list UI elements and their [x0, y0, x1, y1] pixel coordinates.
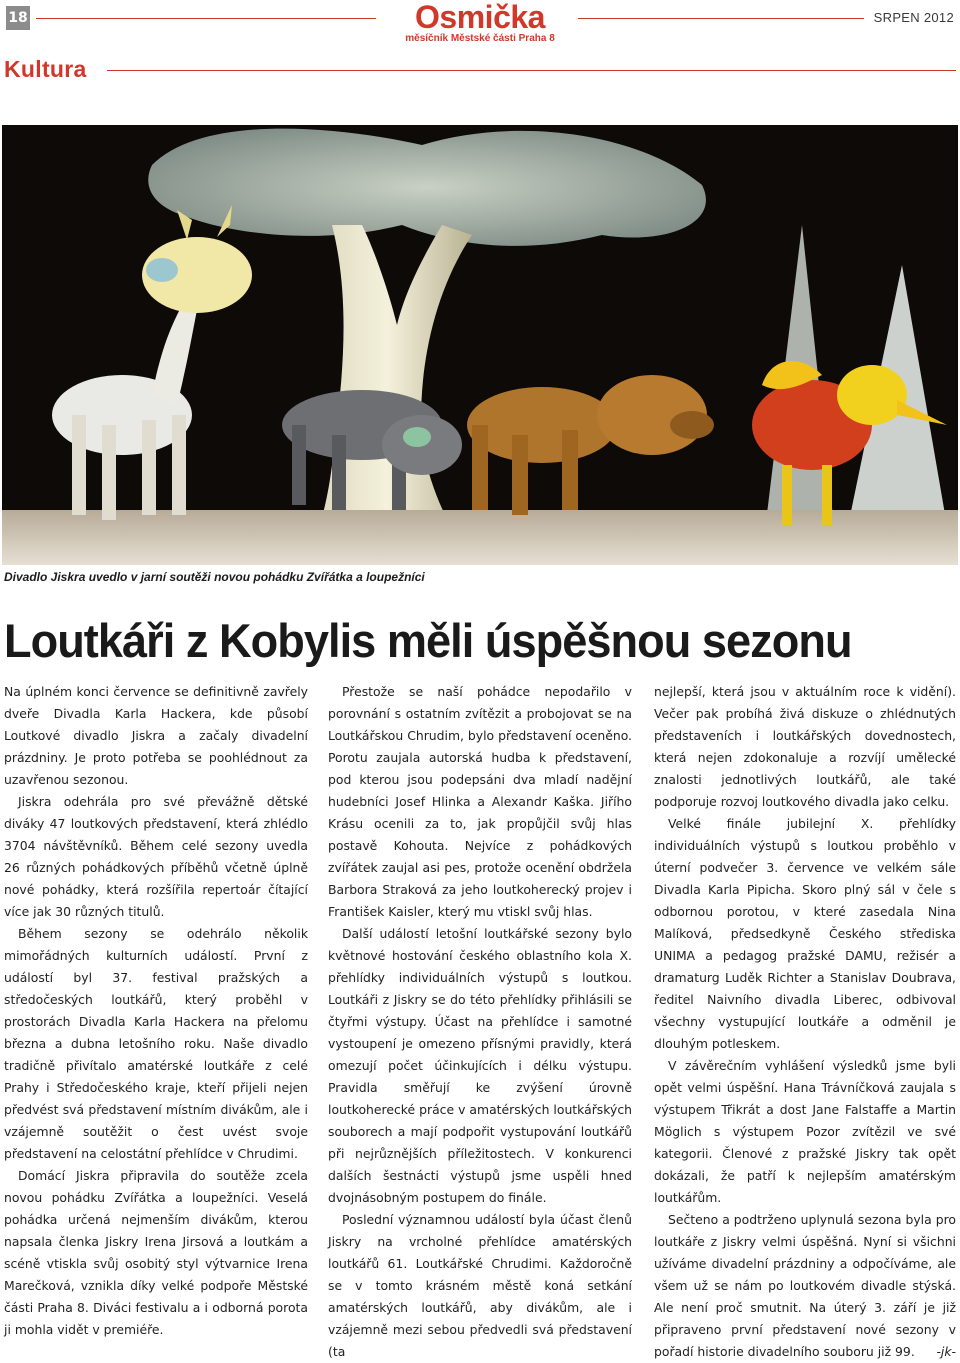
paragraph: Během sezony se odehrálo několik mimořádných kulturních událostí. První z událostí byl 37. festival pražských a středočeských loutkářů, který proběhl v prostorách Divadla Karla Hackera na přelomu března a dubna letošního roku. Naše divadlo tradičně přivítalo amatérské loutkáře z celé Prahy i Středočeského kraje, kteří přijeli nejen předvést svá představení místním divákům, ale i vzájemně soutěžit o čest uvést svoje představení na celostátní přehlídce v Chrudimi. — [4, 926, 308, 1161]
paragraph: Velké finále jubilejní X. přehlídky individuálních výstupů s loutkou proběhlo v úterní podvečer 3. července ve velkém sále Divadla Karla Pipicha. Skoro plný sál v čele s odbornou porotou, v které zasedala Nina Malíková, předsedkyně Českého střediska UNIMA a pedagog pražské DAMU, režisér a dramaturg Luděk Richter a Stanislav Doubrava, ředitel Naivního divadla Liberec, odbivoval všechny vystupující loutkáře a odměnil je dlouhým potleskem. — [654, 816, 956, 1051]
paragraph: V závěrečním vyhlášení výsledků jsme byli opět velmi úspěšní. Hana Trávníčková zaujala s výstupem Třikrát a dost Jane Falstaffe a Martin Möglich s výstupem Pozor zvítězil ve své kategorii. Členové z pražské Jiskry tak opět dokázali, že patří k nejlepším amatérským loutkářům. — [654, 1058, 956, 1205]
article-column-2 — [328, 681, 632, 1363]
paragraph: Přestože se naší pohádce nepodařilo v porovnání s ostatním zvítězit a probojovat se na Loutkářskou Chrudim, bylo představení oceněno. Porotu zaujala autorská hudba k představení, pod kterou jsou podepsáni dva mladí nadějní hudebníci Josef Hlinka a Alexandr Kaška. Jiřího Krásu ocenili za to, jak propůjčil svůj hlas postavě Kohouta. Nejvíce z pohádkových zvířátek zaujal asi pes, protože ocenění obdržela Barbora Straková za jeho loutkoherecký projev i František Kaisler, který mu vtiskl svůj hlas. — [328, 684, 632, 919]
section-rule — [107, 70, 956, 71]
header-rule-left — [36, 18, 376, 19]
paragraph: Domácí Jiskra připravila do soutěže zcela novou pohádku Zvířátka a loupežníci. Veselá pohádka určená nejmenším divákům, kterou napsala členka Jiskry Irena Jirsová a loutkám a scéně vtiskla svůj osobitý styl výtvarnice Irena Marečková, vznikla díky velké podpoře Městské části Praha 8. Diváci festivalu a i odborná porota ji mohla vidět v premiéře. — [4, 1168, 308, 1337]
brand — [400, 0, 560, 44]
photo-caption: Divadlo Jiskra uvedlo v jarní soutěži novou pohádku Zvířátka a loupežníci — [4, 570, 425, 584]
puppet-stage-illustration — [2, 125, 958, 565]
issue-label: SRPEN 2012 — [873, 10, 954, 25]
paragraph: Na úplném konci července se definitivně zavřely dveře Divadla Karla Hackera, kde působí Loutkové divadlo Jiskra a začaly divadelní prázdniny. Je proto potřeba se poohlédnout za uzavřenou sezonou. — [4, 684, 308, 787]
author-signature: -jk- — [936, 1344, 956, 1359]
page-number: 18 — [6, 6, 30, 30]
article-column-1 — [4, 681, 308, 1341]
paragraph: Další událostí letošní loutkářské sezony bylo květnové hostování českého oblastního kola X. přehlídky individuálních výstupů s loutkou. Loutkáři z Jiskry se do této přehlídky přihlásili se čtyřmi výstupy. Účast na přehlídce i samotné vystoupení je omezeno přísnými pravidly, která omezují počet účinkujících i délku výstupu. Pravidla směřují ke zvýšení úrovně loutkoherecké práce v amatérských loutkářských souborech a mají podpořit vystupování loutkářů při nejrůznějších příležitostech. V konkurenci dalších šestnácti výstupů jsme uspěli hned dvojnásobným postupem do finále. — [328, 926, 632, 1205]
article-column-3 — [654, 681, 956, 1363]
article-headline: Loutkáři z Kobylis měli úspěšnou sezonu — [4, 614, 852, 667]
paragraph — [654, 1209, 956, 1363]
brand-title: Osmička — [415, 0, 545, 35]
header-rule-right — [578, 18, 864, 19]
paragraph: nejlepší, která jsou v aktuálním roce k vidění). Večer pak probíhá živá diskuze o zhlédnutých představeních i loutkářských dovednostech, která nejen zdokonaluje a rozvíjí umělecké znalosti jednotlivých loutkářů, ale také podporuje rozvoj loutkového divadla jako celku. — [654, 684, 956, 809]
paragraph-text: Sečteno a podtrženo uplynulá sezona byla pro loutkáře z Jiskry velmi úspěšná. Nyní si všichni užíváme divadelní prázdniny a odpočíváme, ale všem už se nám po loutkovém divadle stýská. Ale není proč smutnit. Na úterý 3. září je již připraveno první představení nové sezony v pořadí historie divadelního souboru již 99. — [654, 1212, 956, 1359]
paragraph: Jiskra odehrála pro své převážně dětské diváky 47 loutkových představení, která zhlédlo 3704 návštěvníků. Během celé sezony uvedla 26 různých pohádkových příběhů včetně úplně nové pohádky, která rozšířila repertoár čítající více jak 30 různých titulů. — [4, 794, 308, 919]
section-title: Kultura — [4, 56, 87, 82]
puppet-theatre-photo — [2, 125, 958, 565]
page-header — [0, 0, 960, 52]
paragraph: Poslední významnou událostí byla účast členů Jiskry na vrcholné přehlídce amatérských loutkářů 61. Loutkářské Chrudimi. Každoročně se v tomto krásném městě koná setkání amatérských loutkářů, aby divákům, ale i vzájemně mezi sebou předvedli svá představení (ta — [328, 1212, 632, 1359]
tree-canopy — [148, 129, 706, 246]
brand-subtitle: měsíčník Městské části Praha 8 — [405, 33, 555, 44]
stage-floor — [2, 510, 958, 565]
